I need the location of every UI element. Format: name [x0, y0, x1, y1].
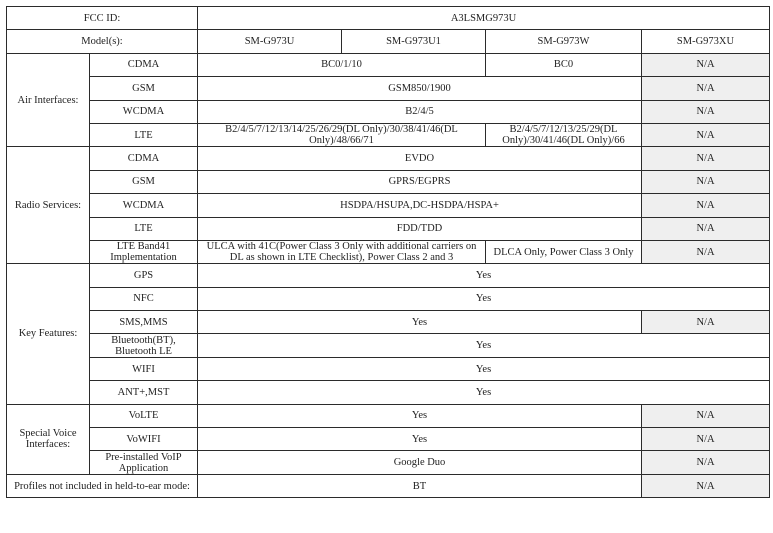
feature-gps-row	[7, 264, 770, 287]
radio-lte-row	[7, 217, 770, 240]
row-label: LTE	[90, 217, 198, 240]
value-u-w: Yes	[198, 428, 642, 451]
value-all: Yes	[198, 287, 770, 310]
air-interfaces-label: Air Interfaces:	[7, 53, 90, 147]
model-sm-g973xu: SM-G973XU	[642, 30, 770, 53]
feature-wifi-row	[7, 357, 770, 380]
value-u-u1: BC0/1/10	[198, 53, 486, 76]
models-row	[7, 30, 770, 53]
value-u-w: Yes	[198, 404, 642, 427]
value-xu: N/A	[642, 77, 770, 100]
radio-cdma-row	[7, 147, 770, 170]
value-xu: N/A	[642, 170, 770, 193]
value-xu: N/A	[642, 311, 770, 334]
row-label: CDMA	[90, 53, 198, 76]
value-w: BC0	[486, 53, 642, 76]
air-wcdma-row	[7, 100, 770, 123]
fcc-spec-table	[6, 6, 770, 498]
value-xu: N/A	[642, 428, 770, 451]
row-label: VoLTE	[90, 404, 198, 427]
model-sm-g973u: SM-G973U	[198, 30, 342, 53]
row-label: Bluetooth(BT), Bluetooth LE	[90, 334, 198, 357]
radio-band41-row	[7, 240, 770, 263]
value-xu: N/A	[642, 100, 770, 123]
value-xu: N/A	[642, 451, 770, 474]
value-xu: N/A	[642, 123, 770, 146]
value-w: B2/4/5/7/12/13/25/29(DL Only)/30/41/46(DL Only)/66	[486, 123, 642, 146]
special-voice-label: Special Voice Interfaces:	[7, 404, 90, 474]
row-label: LTE	[90, 123, 198, 146]
row-label: CDMA	[90, 147, 198, 170]
value-u-w: GSM850/1900	[198, 77, 642, 100]
air-gsm-row	[7, 77, 770, 100]
value-u-w: BT	[198, 474, 642, 497]
row-label: WIFI	[90, 357, 198, 380]
value-u-w: Google Duo	[198, 451, 642, 474]
feature-sms-row	[7, 311, 770, 334]
radio-wcdma-row	[7, 194, 770, 217]
row-label: VoWIFI	[90, 428, 198, 451]
value-u-w: GPRS/EGPRS	[198, 170, 642, 193]
value-u-w: EVDO	[198, 147, 642, 170]
profiles-label: Profiles not included in held-to-ear mode:	[7, 474, 198, 497]
feature-bt-row	[7, 334, 770, 357]
value-xu: N/A	[642, 53, 770, 76]
row-label: GSM	[90, 77, 198, 100]
model-sm-g973w: SM-G973W	[486, 30, 642, 53]
value-u-w: B2/4/5	[198, 100, 642, 123]
value-xu: N/A	[642, 240, 770, 263]
radio-gsm-row	[7, 170, 770, 193]
value-all: Yes	[198, 264, 770, 287]
feature-nfc-row	[7, 287, 770, 310]
value-u-w: HSDPA/HSUPA,DC-HSDPA/HSPA+	[198, 194, 642, 217]
row-label: GPS	[90, 264, 198, 287]
row-label: WCDMA	[90, 194, 198, 217]
fcc-id-value: A3LSMG973U	[198, 7, 770, 30]
value-xu: N/A	[642, 194, 770, 217]
air-cdma-row	[7, 53, 770, 76]
value-u-w: FDD/TDD	[198, 217, 642, 240]
value-xu: N/A	[642, 474, 770, 497]
value-all: Yes	[198, 357, 770, 380]
voice-voip-row	[7, 451, 770, 474]
model-sm-g973u1: SM-G973U1	[342, 30, 486, 53]
value-all: Yes	[198, 334, 770, 357]
row-label: ANT+,MST	[90, 381, 198, 404]
fcc-id-row	[7, 7, 770, 30]
voice-vowifi-row	[7, 428, 770, 451]
fcc-id-label: FCC ID:	[7, 7, 198, 30]
value-u-u1: B2/4/5/7/12/13/14/25/26/29(DL Only)/30/38/41/46(DL Only)/48/66/71	[198, 123, 486, 146]
row-label: SMS,MMS	[90, 311, 198, 334]
value-u-w: Yes	[198, 311, 642, 334]
row-label: LTE Band41 Implementation	[90, 240, 198, 263]
row-label: GSM	[90, 170, 198, 193]
value-w: DLCA Only, Power Class 3 Only	[486, 240, 642, 263]
value-xu: N/A	[642, 217, 770, 240]
row-label: Pre-installed VoIP Application	[90, 451, 198, 474]
air-lte-row	[7, 123, 770, 146]
value-u-u1: ULCA with 41C(Power Class 3 Only with additional carriers on DL as shown in LTE Checklist), Power Class 2 and 3	[198, 240, 486, 263]
value-all: Yes	[198, 381, 770, 404]
value-xu: N/A	[642, 404, 770, 427]
voice-volte-row	[7, 404, 770, 427]
value-xu: N/A	[642, 147, 770, 170]
row-label: WCDMA	[90, 100, 198, 123]
feature-ant-row	[7, 381, 770, 404]
profiles-row	[7, 474, 770, 497]
radio-services-label: Radio Services:	[7, 147, 90, 264]
models-label: Model(s):	[7, 30, 198, 53]
key-features-label: Key Features:	[7, 264, 90, 404]
row-label: NFC	[90, 287, 198, 310]
